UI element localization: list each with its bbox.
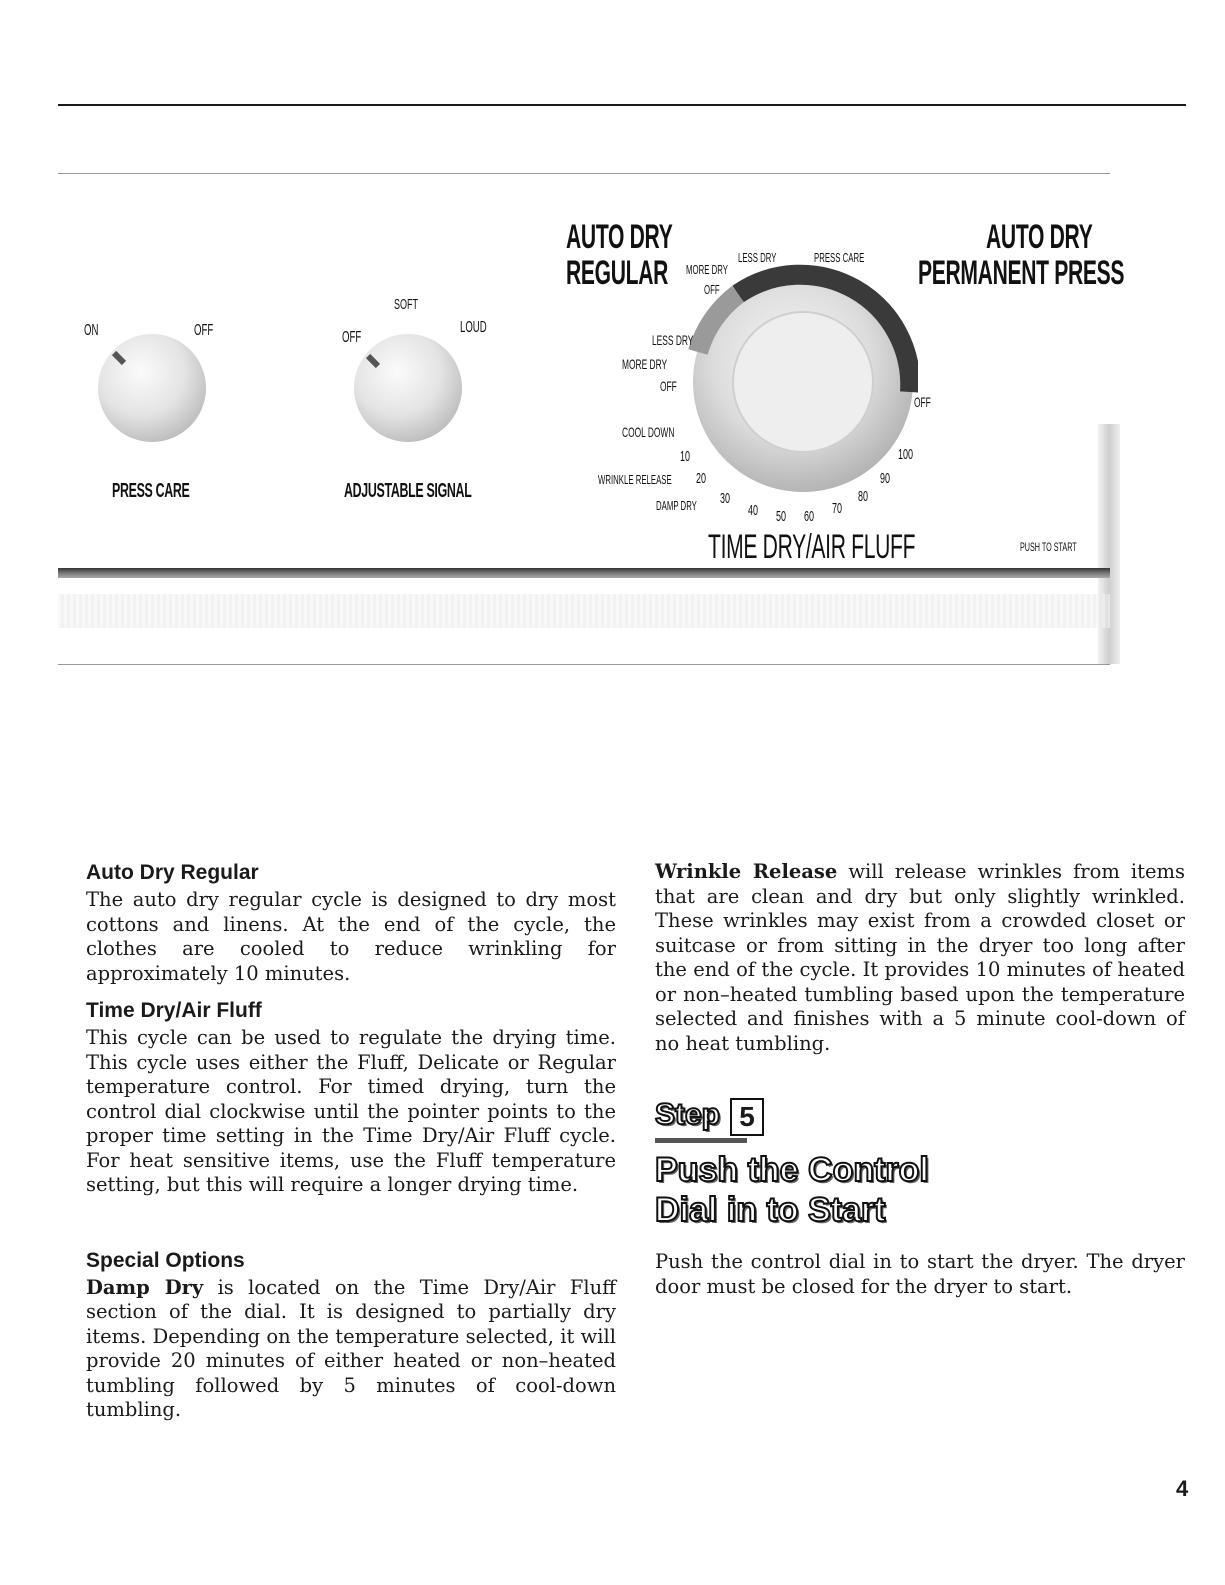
step-title-line1: Push the Control [655,1151,929,1189]
dial-damp-dry: DAMP DRY [656,498,697,513]
signal-soft-label: SOFT [394,296,418,313]
dial-wrinkle-release: WRINKLE RELEASE [598,472,672,487]
page-number: 4 [1176,1476,1189,1501]
special-options-heading: Special Options [86,1248,245,1272]
auto-dry-regular-body: The auto dry regular cycle is designed to dry most cottons and linens. At the end of the cycle, the clothes are cooled to reduce wrinkling for approximately 10 minutes. [86,888,616,985]
dial-off-top: OFF [704,282,720,297]
time-mark: 100 [898,446,914,463]
dial-more-dry-left: MORE DRY [622,356,668,372]
time-mark: 10 [680,448,691,465]
press-care-name: PRESS CARE [112,480,190,502]
dial-off-left: OFF [660,378,677,394]
panel-side-edge [1098,424,1120,664]
signal-name: ADJUSTABLE SIGNAL [344,480,472,502]
auto-dry-regular-heading: Auto Dry Regular [86,861,259,884]
press-care-knob[interactable] [98,334,206,442]
step-heading [655,1098,764,1143]
auto-dry-regular-title-2: REGULAR [566,254,669,292]
auto-dry-perm-title-1: AUTO DRY [986,218,1093,256]
damp-dry-term: Damp Dry [86,1275,204,1299]
time-mark: 20 [696,470,707,487]
time-mark: 40 [748,502,759,519]
press-care-on-label: ON [84,322,99,339]
time-dry-title: TIME DRY/AIR FLUFF [708,528,916,566]
push-text: Push the control dial in to start the dryer. The dryer door must be closed for the dryer to start. [655,1250,1185,1298]
special-options-body [86,1276,616,1423]
step-title [655,1150,929,1230]
panel-bottom-band [58,568,1110,578]
time-mark: 60 [804,508,815,525]
push-to-start-label: PUSH TO START [1020,540,1077,554]
time-dry-body: This cycle can be used to regulate the drying time. This cycle uses either the Fluff, Delicate or Regular temperature control. For timed drying, turn the control dial clockwise until the pointer points to the proper time setting in the Time Dry/Air Fluff cycle. For heat sensitive items, use the Fluff temperature setting, but this will require a longer drying time. [86,1026,616,1196]
time-mark: 50 [776,508,787,525]
dial-less-dry-top: LESS DRY [738,250,777,265]
left-column [86,860,616,1423]
time-mark: 30 [720,490,731,507]
control-panel [58,174,1138,674]
right-column [655,860,1185,1056]
dial-press-care: PRESS CARE [814,250,865,265]
panel-lower-texture [58,594,1110,628]
auto-dry-regular-title-1: AUTO DRY [566,218,673,256]
time-mark: 90 [880,470,891,487]
time-dry-heading: Time Dry/Air Fluff [86,999,262,1022]
wrinkle-release-body [655,860,1185,1056]
wrinkle-release-text: will release wrinkles from items that are clean and dry but only slightly wrinkled. These wrinkles may exist from a crowded closet or suitcase or from sitting in the dryer too long after the end of the cycle. It provides 10 minutes of heated or non–heated tumbling based upon the temperature selected and finishes with a 5 minute cool-down of no heat tumbling. [655,860,1185,1055]
top-rule [58,104,1186,106]
step-number: 5 [730,1098,764,1136]
signal-off-label: OFF [342,329,362,346]
signal-knob[interactable] [354,334,462,442]
press-care-off-label: OFF [194,322,214,339]
step-label: Step [655,1098,721,1131]
dial-off-right: OFF [914,394,931,410]
time-mark: 70 [832,500,843,517]
signal-loud-label: LOUD [460,319,487,336]
dial-cool-down: COOL DOWN [622,424,675,440]
dial-more-dry-top: MORE DRY [686,262,728,277]
panel-lower-rule [58,664,1110,665]
step-underline [655,1138,747,1143]
time-mark: 80 [858,488,869,505]
push-text-block [655,1250,1185,1299]
auto-dry-perm-title-2: PERMANENT PRESS [918,254,1125,292]
step-title-line2: Dial in to Start [655,1191,886,1229]
dial-less-dry-left: LESS DRY [652,332,694,348]
damp-dry-text: is located on the Time Dry/Air Fluff section of the dial. It is designed to partially dry items. Depending on the temperature selected, it will provide 20 minutes of either heated or non–heated tumbling followed by 5 minutes of cool-down tumbling. [86,1275,616,1421]
wrinkle-release-term: Wrinkle Release [655,860,838,883]
